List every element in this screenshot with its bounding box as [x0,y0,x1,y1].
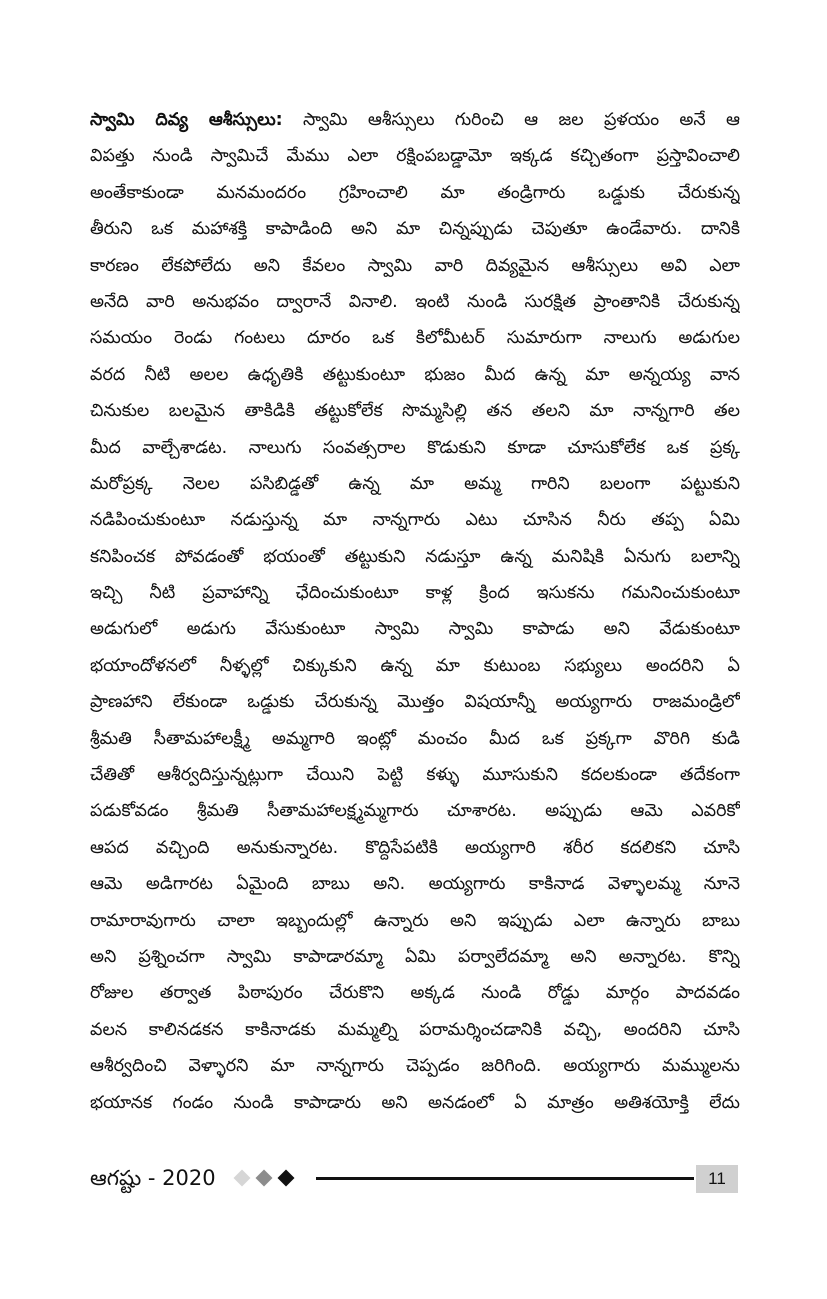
page-footer [90,1163,738,1197]
black-diamond-icon [278,1170,295,1187]
text-line: చినుకుల బలమైన తాకిడికి తట్టుకోలేక సొమ్మసిల్లి తన తలని మా నాన్నగారి తల [90,401,740,422]
text-line: అని ప్రశ్నించగా స్వామి కాపాడారమ్మా ఏమి పర్వాలేదమ్మా అని అన్నారట. కొన్ని [90,946,740,967]
text-line [90,102,740,138]
text-line: సమయం రెండు గంటలు దూరం ఒక కిలోమీటర్ సుమారుగా నాలుగు అడుగుల [90,328,740,349]
text-line: అంతేకాకుండా మనమందరం గ్రహించాలి మా తండ్రిగారు ఒడ్డుకు చేరుకున్న [90,182,740,203]
text-line: ఆమె అడిగారట ఏమైంది బాబు అని. అయ్యగారు కాకినాడ వెళ్ళాలమ్మ నూనె [90,874,740,895]
text-line: రామారావుగారు చాలా ఇబ్బందుల్లో ఉన్నారు అని ఇప్పుడు ఎలా ఉన్నారు బాబు [90,910,740,931]
text-line: వలన కాలినడకన కాకినాడకు మమ్మల్ని పరామర్శించడానికి వచ్చి, అందరిని చూసి [90,1019,740,1040]
text-line: రోజుల తర్వాత పిఠాపురం చేరుకొని అక్కడ నుండి రోడ్డు మార్గం పాదవడం [90,983,740,1004]
text-line: మరోప్రక్క నెలల పసిబిడ్డతో ఉన్న మా అమ్మ గారిని బలంగా పట్టుకుని [90,473,740,494]
text-line: నడిపించుకుంటూ నడుస్తున్న మా నాన్నగారు ఎటు చూసిన నీరు తప్ప ఏమి [90,510,740,531]
text-line: అడుగులో అడుగు వేసుకుంటూ స్వామి స్వామి కాపాడు అని వేడుకుంటూ [90,619,740,640]
text-line: భయాందోళనలో నీళ్ళల్లో చిక్కుకుని ఉన్న మా కుటుంబ సభ్యులు అందరిని ఏ [90,655,740,676]
text-line: విపత్తు నుండి స్వామిచే మేము ఎలా రక్షింపబడ్డామో ఇక్కడ కచ్చితంగా ప్రస్తావించాలి [90,146,740,167]
text-line: తీరుని ఒక మహాశక్తి కాపాడింది అని మా చిన్నప్పుడు చెపుతూ ఉండేవారు. దానికి [90,219,740,240]
text-line: కారణం లేకపోలేదు అని కేవలం స్వామి వారి దివ్యమైన ఆశీస్సులు అవి ఎలా [90,255,740,276]
text-line: కనిపించక పోవడంతో భయంతో తట్టుకుని నడుస్తూ ఉన్న మనిషికి ఏనుగు బలాన్ని [90,546,740,567]
text-line: వరద నీటి అలల ఉధృతికి తట్టుకుంటూ భుజం మీద ఉన్న మా అన్నయ్య వాన [90,364,740,385]
issue-date: ఆగష్టు - 2020 [90,1166,216,1190]
text-line-content: స్వామి ఆశీస్సులు గురించి ఆ జల ప్రళయం అనే ఆ [302,110,740,130]
light-diamond-icon [234,1170,251,1187]
page-number: 11 [696,1165,738,1193]
text-line: భయానక గండం నుండి కాపాడారు అని అనడంలో ఏ మాత్రం అతిశయోక్తి లేదు [90,1092,740,1113]
article-body [90,102,740,1121]
text-line: శ్రీమతి సీతామహాలక్ష్మీ అమ్మగారి ఇంట్లో మంచం మీద ఒక ప్రక్కగా వొరిగి కుడి [90,728,740,749]
text-line: ఆశీర్వదించి వెళ్ళారని మా నాన్నగారు చెప్పడం జరిగింది. అయ్యగారు మమ్ములను [90,1056,740,1077]
text-line: చేతితో ఆశీర్వదిస్తున్నట్లుగా చేయిని పెట్టి కళ్ళు మూసుకుని కదలకుండా తదేకంగా [90,765,740,786]
section-heading: స్వామి దివ్య ఆశీస్సులు: [90,110,283,130]
gray-diamond-icon [256,1170,273,1187]
text-line: ప్రాణహాని లేకుండా ఒడ్డుకు చేరుకున్న మొత్తం విషయాన్నీ అయ్యగారు రాజమండ్రిలో [90,692,740,713]
text-line: ఇచ్చి నీటి ప్రవాహాన్ని ఛేదించుకుంటూ కాళ్ల క్రింద ఇసుకను గమనించుకుంటూ [90,583,740,604]
footer-divider [316,1177,694,1180]
footer-ornament [236,1167,292,1189]
text-line: ఆపద వచ్చింది అనుకున్నారట. కొద్దిసేపటికి అయ్యగారి శరీర కదలికని చూసి [90,837,740,858]
text-line: పడుకోవడం శ్రీమతి సీతామహాలక్ష్మమ్మగారు చూశారట. అప్పుడు ఆమె ఎవరికో [90,801,740,822]
text-line: అనేది వారి అనుభవం ద్వారానే వినాలి. ఇంటి నుండి సురక్షిత ప్రాంతానికి చేరుకున్న [90,291,740,312]
text-line: మీద వాల్చేశాడట. నాలుగు సంవత్సరాల కొడుకుని కూడా చూసుకోలేక ఒక ప్రక్క [90,437,740,458]
